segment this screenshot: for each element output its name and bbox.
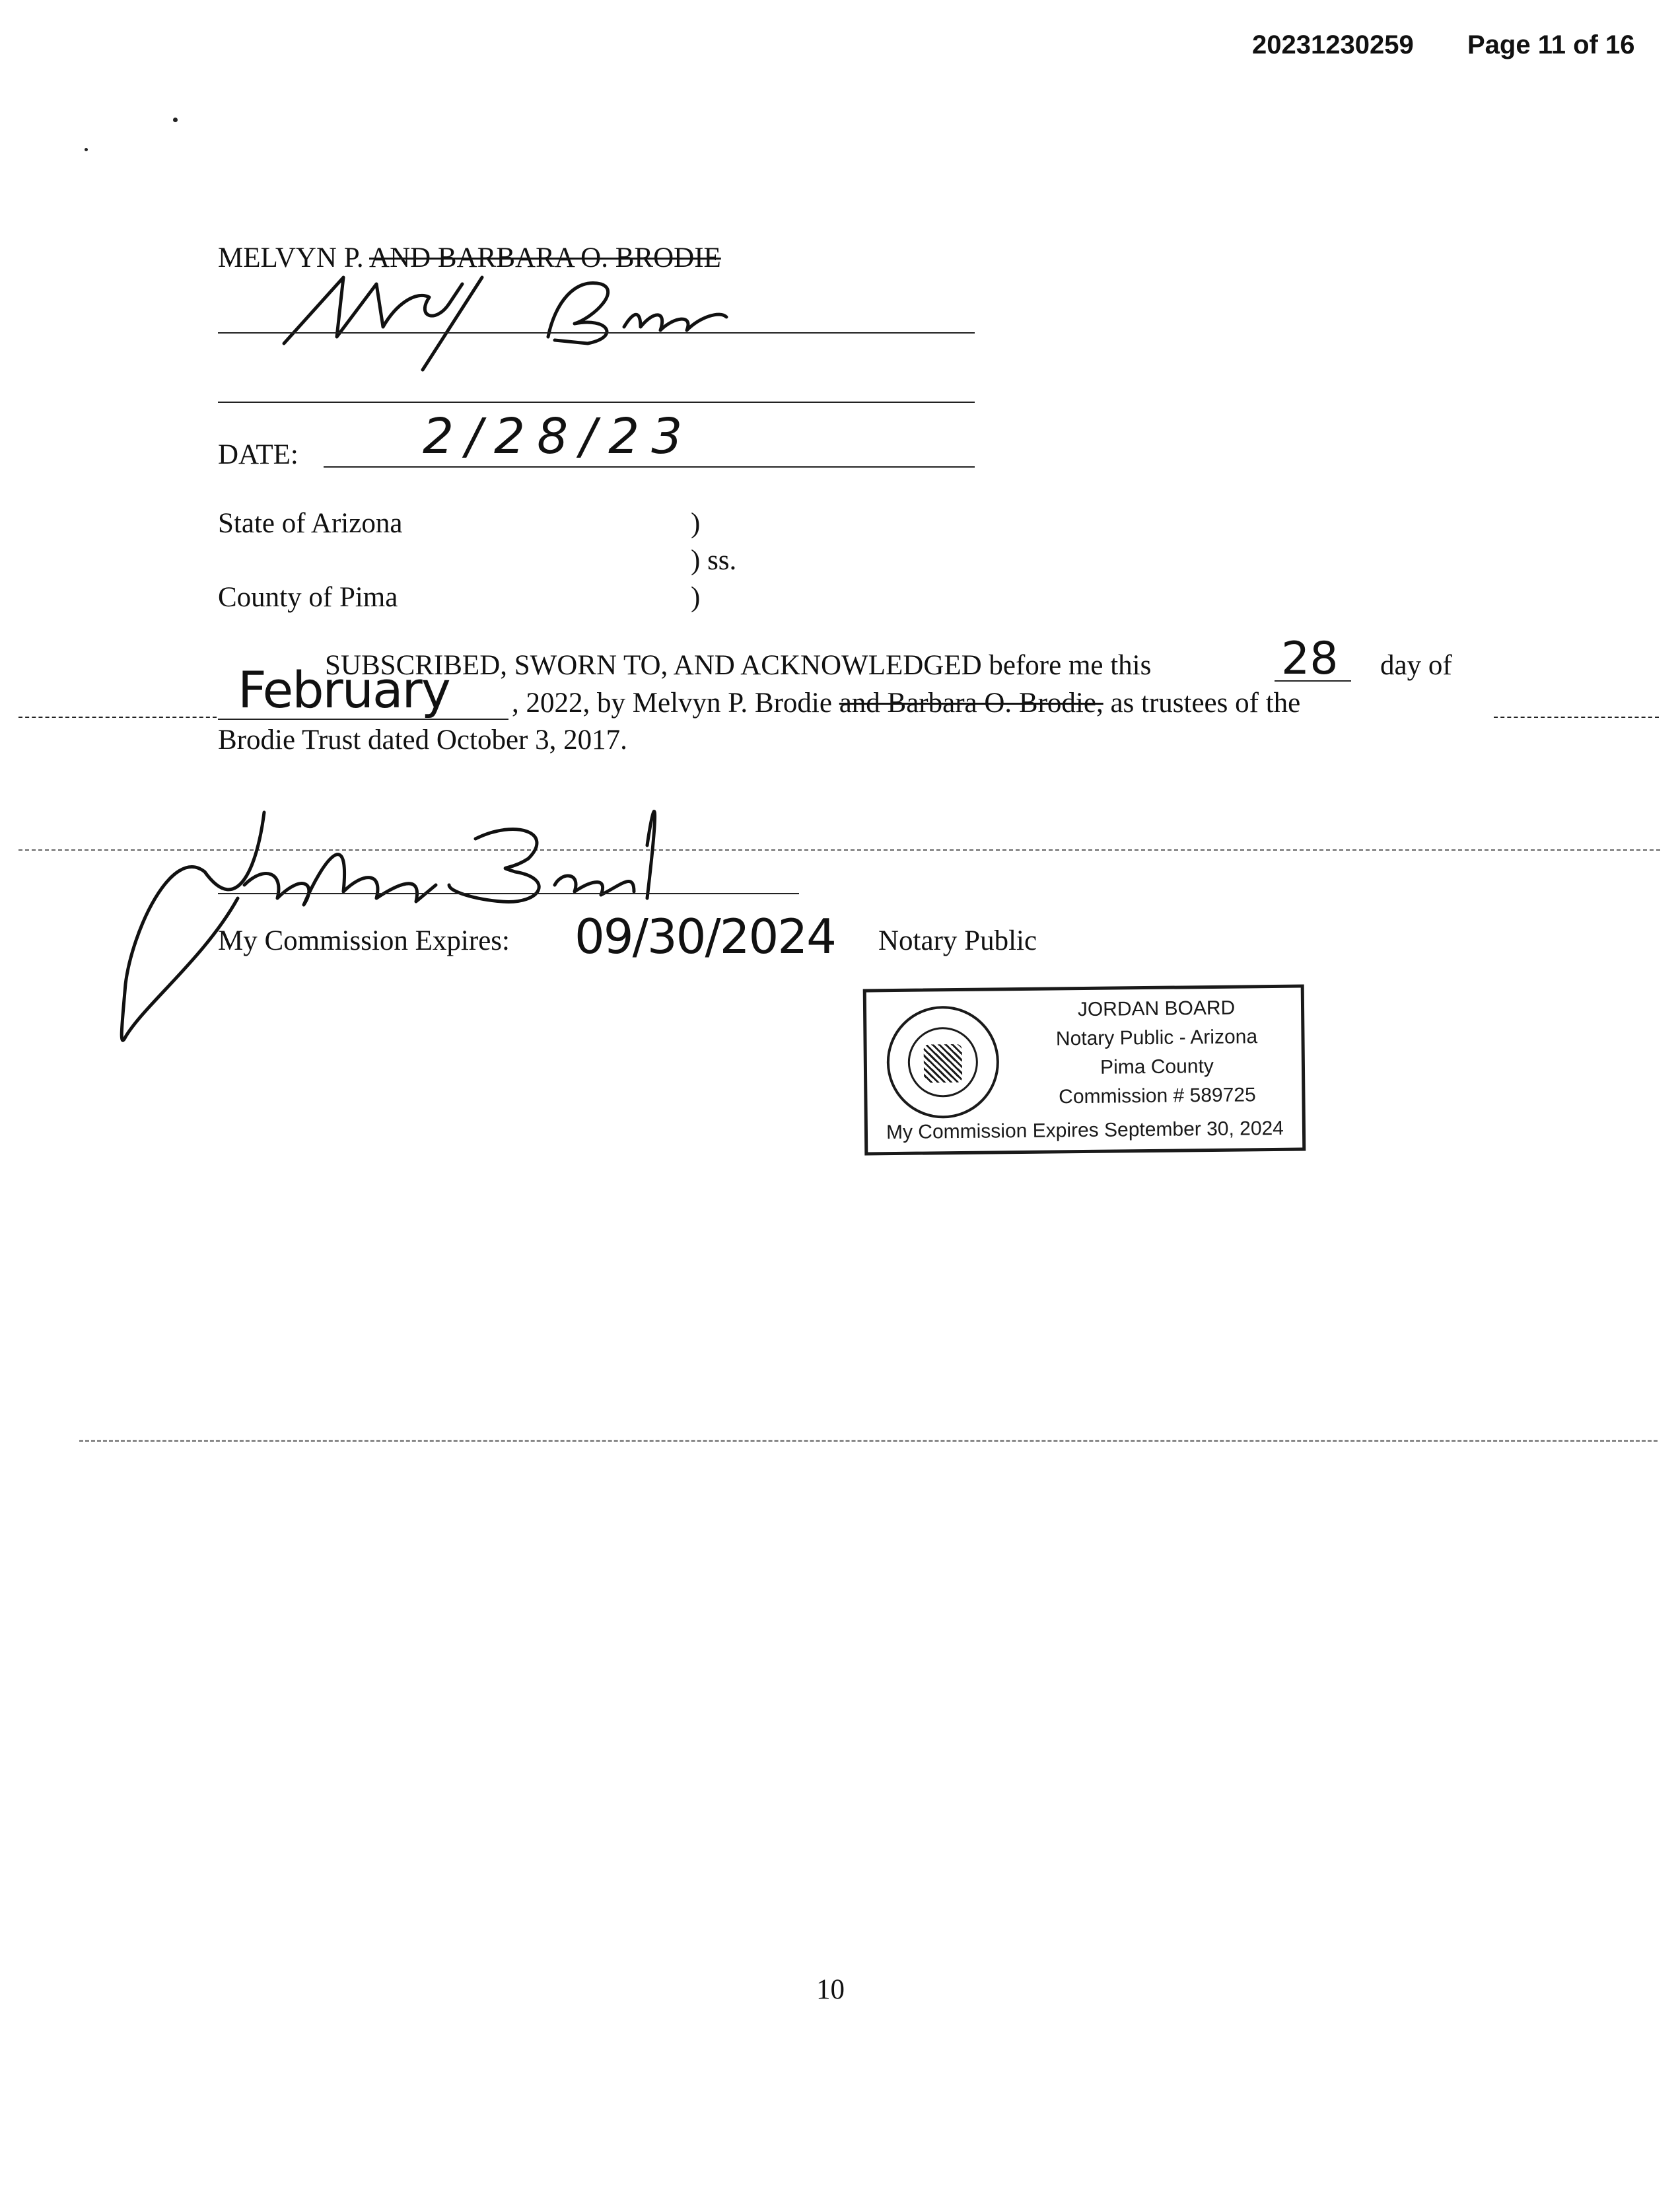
arizona-seal-icon (886, 1005, 1000, 1119)
signatory-name-prefix: MELVYN P. (218, 242, 370, 273)
ack-day-of: day of (1380, 650, 1452, 681)
commission-expires-label: My Commission Expires: (218, 925, 510, 956)
date-value: 2/28/23 (423, 408, 695, 465)
ack-line-3: Brodie Trust dated October 3, 2017. (218, 725, 627, 756)
venue-paren: ) (691, 508, 701, 539)
notary-title: Notary Public (878, 925, 1037, 956)
date-label: DATE: (218, 439, 298, 470)
stray-mark (173, 118, 178, 122)
stamp-commission: Commission # 589725 (1059, 1084, 1256, 1108)
ack-day-value: 28 (1281, 633, 1339, 685)
ack-day-line (1275, 680, 1351, 682)
stamp-county: Pima County (1100, 1055, 1214, 1079)
ack-line-2-b: as trustees of the (1103, 688, 1301, 719)
venue-state: State of Arizona (218, 508, 403, 539)
document-number: 20231230259 (1252, 30, 1414, 59)
ack-month-line (218, 719, 508, 720)
ack-line-2-a: , 2022, by Melvyn P. Brodie (512, 688, 839, 719)
stamp-name: JORDAN BOARD (1077, 997, 1236, 1021)
signature-line-2 (218, 402, 975, 403)
scan-line (1494, 717, 1659, 718)
notary-signature-line (218, 893, 799, 894)
stamp-title: Notary Public - Arizona (1055, 1026, 1258, 1050)
page-indicator: Page 11 of 16 (1467, 30, 1635, 59)
date-line (324, 466, 975, 468)
venue-ss: ) ss. (691, 545, 737, 576)
notary-stamp (863, 985, 1306, 1156)
commission-expires-value: 09/30/2024 (575, 909, 835, 964)
signatory-signature (264, 264, 766, 376)
signature-line-1 (218, 332, 975, 334)
stray-mark (85, 148, 88, 151)
scan-line (18, 717, 217, 718)
stamp-expires: My Commission Expires September 30, 2024 (886, 1117, 1284, 1144)
ack-month-value: February (238, 660, 450, 719)
ack-line-2 (512, 687, 1300, 719)
ack-line-2-struck: and Barbara O. Brodie, (839, 688, 1103, 719)
venue-county: County of Pima (218, 582, 398, 613)
venue-paren: ) (691, 582, 701, 613)
signatory-name-struck: AND BARBARA O. BRODIE (369, 242, 721, 273)
page-number: 10 (816, 1974, 845, 2005)
ack-line-1: SUBSCRIBED, SWORN TO, AND ACKNOWLEDGED before me this (325, 650, 1152, 681)
scan-line (79, 1440, 1658, 1442)
